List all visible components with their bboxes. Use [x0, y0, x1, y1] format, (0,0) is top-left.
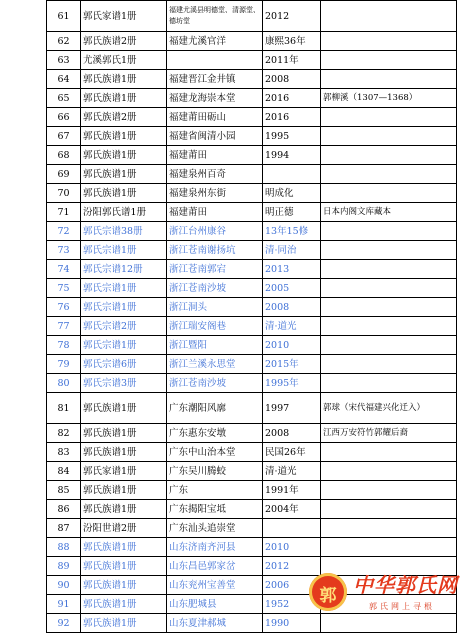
table-row — [47, 70, 457, 89]
row-number: 64 — [47, 70, 81, 89]
row-number: 86 — [47, 500, 81, 519]
row-number: 83 — [47, 443, 81, 462]
location — [167, 51, 263, 70]
note — [321, 500, 457, 519]
note — [321, 443, 457, 462]
note — [321, 70, 457, 89]
note — [321, 279, 457, 298]
row-number: 63 — [47, 51, 81, 70]
table-row — [47, 393, 457, 424]
genealogy-title: 郭氏族谱1册 — [81, 424, 167, 443]
row-number: 65 — [47, 89, 81, 108]
row-number: 73 — [47, 241, 81, 260]
year: 1990 — [263, 614, 321, 633]
year: 2010 — [263, 538, 321, 557]
note — [321, 374, 457, 393]
table-row — [47, 500, 457, 519]
location: 浙江苍南沙坡 — [167, 374, 263, 393]
note — [321, 317, 457, 336]
table-row — [47, 146, 457, 165]
year: 1994 — [263, 146, 321, 165]
table-row — [47, 165, 457, 184]
table-row — [47, 424, 457, 443]
row-number: 89 — [47, 557, 81, 576]
genealogy-title: 郭氏宗谱1册 — [81, 336, 167, 355]
genealogy-title: 郭氏族谱2册 — [81, 32, 167, 51]
genealogy-title: 郭氏宗谱1册 — [81, 298, 167, 317]
table-row — [47, 184, 457, 203]
table-row — [47, 374, 457, 393]
year: 1991年 — [263, 481, 321, 500]
year: 1995 — [263, 127, 321, 146]
table-row — [47, 222, 457, 241]
location: 广东揭阳宝坻 — [167, 500, 263, 519]
year: 明正德 — [263, 203, 321, 222]
table-row — [47, 51, 457, 70]
year: 2004年 — [263, 500, 321, 519]
row-number: 75 — [47, 279, 81, 298]
genealogy-title: 郭氏族谱1册 — [81, 481, 167, 500]
year: 康熙36年 — [263, 32, 321, 51]
table-row — [47, 443, 457, 462]
row-number: 77 — [47, 317, 81, 336]
genealogy-title: 汾阳郭氏谱1册 — [81, 203, 167, 222]
note — [321, 481, 457, 500]
row-number: 74 — [47, 260, 81, 279]
year: 2015年 — [263, 355, 321, 374]
genealogy-title: 郭氏族谱2册 — [81, 108, 167, 127]
location: 广东 — [167, 481, 263, 500]
row-number: 90 — [47, 576, 81, 595]
genealogy-title: 郭氏家谱1册 — [81, 462, 167, 481]
note — [321, 336, 457, 355]
location: 浙江洞头 — [167, 298, 263, 317]
location: 福建泉州百奇 — [167, 165, 263, 184]
table-row — [47, 279, 457, 298]
location: 广东潮阳风廓 — [167, 393, 263, 424]
row-number: 76 — [47, 298, 81, 317]
genealogy-title: 郭氏族谱1册 — [81, 165, 167, 184]
note — [321, 355, 457, 374]
year: 2010 — [263, 336, 321, 355]
genealogy-title: 郭氏宗谱3册 — [81, 374, 167, 393]
note — [321, 146, 457, 165]
row-number: 82 — [47, 424, 81, 443]
table-row — [47, 481, 457, 500]
row-number: 61 — [47, 1, 81, 32]
location: 福建龙海崇本堂 — [167, 89, 263, 108]
genealogy-title: 郭氏族谱1册 — [81, 127, 167, 146]
note — [321, 298, 457, 317]
location: 福建晋江金井镇 — [167, 70, 263, 89]
row-number: 92 — [47, 614, 81, 633]
year: 2012 — [263, 557, 321, 576]
location: 山东夏津郝城 — [167, 614, 263, 633]
table-row — [47, 462, 457, 481]
genealogy-title: 汾阳世谱2册 — [81, 519, 167, 538]
location: 福建尤溪官洋 — [167, 32, 263, 51]
row-number: 91 — [47, 595, 81, 614]
row-number: 70 — [47, 184, 81, 203]
row-number: 68 — [47, 146, 81, 165]
row-number: 87 — [47, 519, 81, 538]
genealogy-title: 尤溪郭氏1册 — [81, 51, 167, 70]
year: 明成化 — [263, 184, 321, 203]
row-number: 81 — [47, 393, 81, 424]
location: 广东惠东安墩 — [167, 424, 263, 443]
year: 2006 — [263, 576, 321, 595]
location: 福建泉州东街 — [167, 184, 263, 203]
location: 浙江台州康谷 — [167, 222, 263, 241]
row-number: 78 — [47, 336, 81, 355]
year: 清·道光 — [263, 462, 321, 481]
location: 浙江兰溪永思堂 — [167, 355, 263, 374]
genealogy-title: 郭氏宗谱6册 — [81, 355, 167, 374]
table-row — [47, 127, 457, 146]
genealogy-title: 郭氏族谱1册 — [81, 443, 167, 462]
row-number: 79 — [47, 355, 81, 374]
location: 福建莆田 — [167, 146, 263, 165]
table-row — [47, 241, 457, 260]
note — [321, 538, 457, 557]
note — [321, 51, 457, 70]
year: 民国26年 — [263, 443, 321, 462]
genealogy-title: 郭氏宗谱1册 — [81, 241, 167, 260]
genealogy-title: 郭氏族谱1册 — [81, 557, 167, 576]
note — [321, 165, 457, 184]
location: 浙江暨阳 — [167, 336, 263, 355]
table-row — [47, 1, 457, 32]
genealogy-title: 郭氏宗谱1册 — [81, 279, 167, 298]
table-body — [47, 1, 457, 633]
year — [263, 165, 321, 184]
year: 13年15修 — [263, 222, 321, 241]
genealogy-title: 郭氏族谱1册 — [81, 595, 167, 614]
genealogy-title: 郭氏族谱1册 — [81, 70, 167, 89]
genealogy-title: 郭氏族谱1册 — [81, 538, 167, 557]
year: 2005 — [263, 279, 321, 298]
location: 福建省闽清小园 — [167, 127, 263, 146]
genealogy-title: 郭氏族谱1册 — [81, 500, 167, 519]
year: 2008 — [263, 424, 321, 443]
year: 1952 — [263, 595, 321, 614]
note: 江西万安符竹郭耀后裔 — [321, 424, 457, 443]
table-row — [47, 519, 457, 538]
year: 清·道光 — [263, 317, 321, 336]
watermark-slogan: 郭氏网上寻根 — [369, 602, 435, 611]
table-row — [47, 108, 457, 127]
year: 1997 — [263, 393, 321, 424]
row-number: 72 — [47, 222, 81, 241]
note — [321, 127, 457, 146]
genealogy-title: 郭氏家谱1册 — [81, 1, 167, 32]
note: 日本内阁文库藏本 — [321, 203, 457, 222]
table-row — [47, 336, 457, 355]
row-number: 84 — [47, 462, 81, 481]
location: 福建莆田砺山 — [167, 108, 263, 127]
location: 山东兖州宝善堂 — [167, 576, 263, 595]
year: 1995年 — [263, 374, 321, 393]
year: 2012 — [263, 1, 321, 32]
location: 山东济南齐河县 — [167, 538, 263, 557]
location: 广东中山治本堂 — [167, 443, 263, 462]
note: 郭球（宋代福建兴化迁入） — [321, 393, 457, 424]
row-number: 62 — [47, 32, 81, 51]
row-number: 80 — [47, 374, 81, 393]
seal-logo-icon: 郭 — [309, 573, 347, 611]
note — [321, 108, 457, 127]
genealogy-title: 郭氏宗谱2册 — [81, 317, 167, 336]
year: 2016 — [263, 89, 321, 108]
table-row — [47, 538, 457, 557]
note — [321, 184, 457, 203]
location: 广东汕头追崇堂 — [167, 519, 263, 538]
table-row — [47, 614, 457, 633]
note — [321, 222, 457, 241]
genealogy-title: 郭氏族谱1册 — [81, 576, 167, 595]
location: 广东吴川腾蛟 — [167, 462, 263, 481]
note — [321, 32, 457, 51]
note — [321, 519, 457, 538]
genealogy-title: 郭氏宗谱38册 — [81, 222, 167, 241]
genealogy-table — [46, 0, 457, 633]
table-row — [47, 298, 457, 317]
location: 福建莆田 — [167, 203, 263, 222]
note: 郭柳溪（1307—1368） — [321, 89, 457, 108]
note — [321, 462, 457, 481]
location: 浙江瑞安阁巷 — [167, 317, 263, 336]
location: 山东肥城县 — [167, 595, 263, 614]
table-row — [47, 32, 457, 51]
row-number: 85 — [47, 481, 81, 500]
genealogy-title: 郭氏族谱1册 — [81, 146, 167, 165]
table-row — [47, 89, 457, 108]
year: 2013 — [263, 260, 321, 279]
genealogy-title: 郭氏族谱1册 — [81, 614, 167, 633]
year: 2008 — [263, 298, 321, 317]
row-number: 69 — [47, 165, 81, 184]
note — [321, 614, 457, 633]
table-row — [47, 260, 457, 279]
row-number: 88 — [47, 538, 81, 557]
note — [321, 241, 457, 260]
row-number: 67 — [47, 127, 81, 146]
site-watermark — [309, 567, 459, 615]
genealogy-title: 郭氏族谱1册 — [81, 393, 167, 424]
watermark-title: 中华郭氏网 — [353, 573, 458, 597]
location: 浙江苍南谢扬坑 — [167, 241, 263, 260]
year — [263, 519, 321, 538]
location: 山东昌邑郭家岔 — [167, 557, 263, 576]
note — [321, 1, 457, 32]
genealogy-title: 郭氏族谱1册 — [81, 184, 167, 203]
location: 浙江苍南沙坡 — [167, 279, 263, 298]
year: 2016 — [263, 108, 321, 127]
location: 浙江苍南郭宕 — [167, 260, 263, 279]
row-number: 71 — [47, 203, 81, 222]
table-row — [47, 355, 457, 374]
table-row — [47, 317, 457, 336]
note — [321, 260, 457, 279]
genealogy-title: 郭氏宗谱12册 — [81, 260, 167, 279]
year: 清·同治 — [263, 241, 321, 260]
row-number: 66 — [47, 108, 81, 127]
year: 2008 — [263, 70, 321, 89]
table-row — [47, 203, 457, 222]
year: 2011年 — [263, 51, 321, 70]
location: 福建尤溪县明德堂、清源堂、德坊堂 — [167, 1, 263, 32]
genealogy-title: 郭氏族谱1册 — [81, 89, 167, 108]
